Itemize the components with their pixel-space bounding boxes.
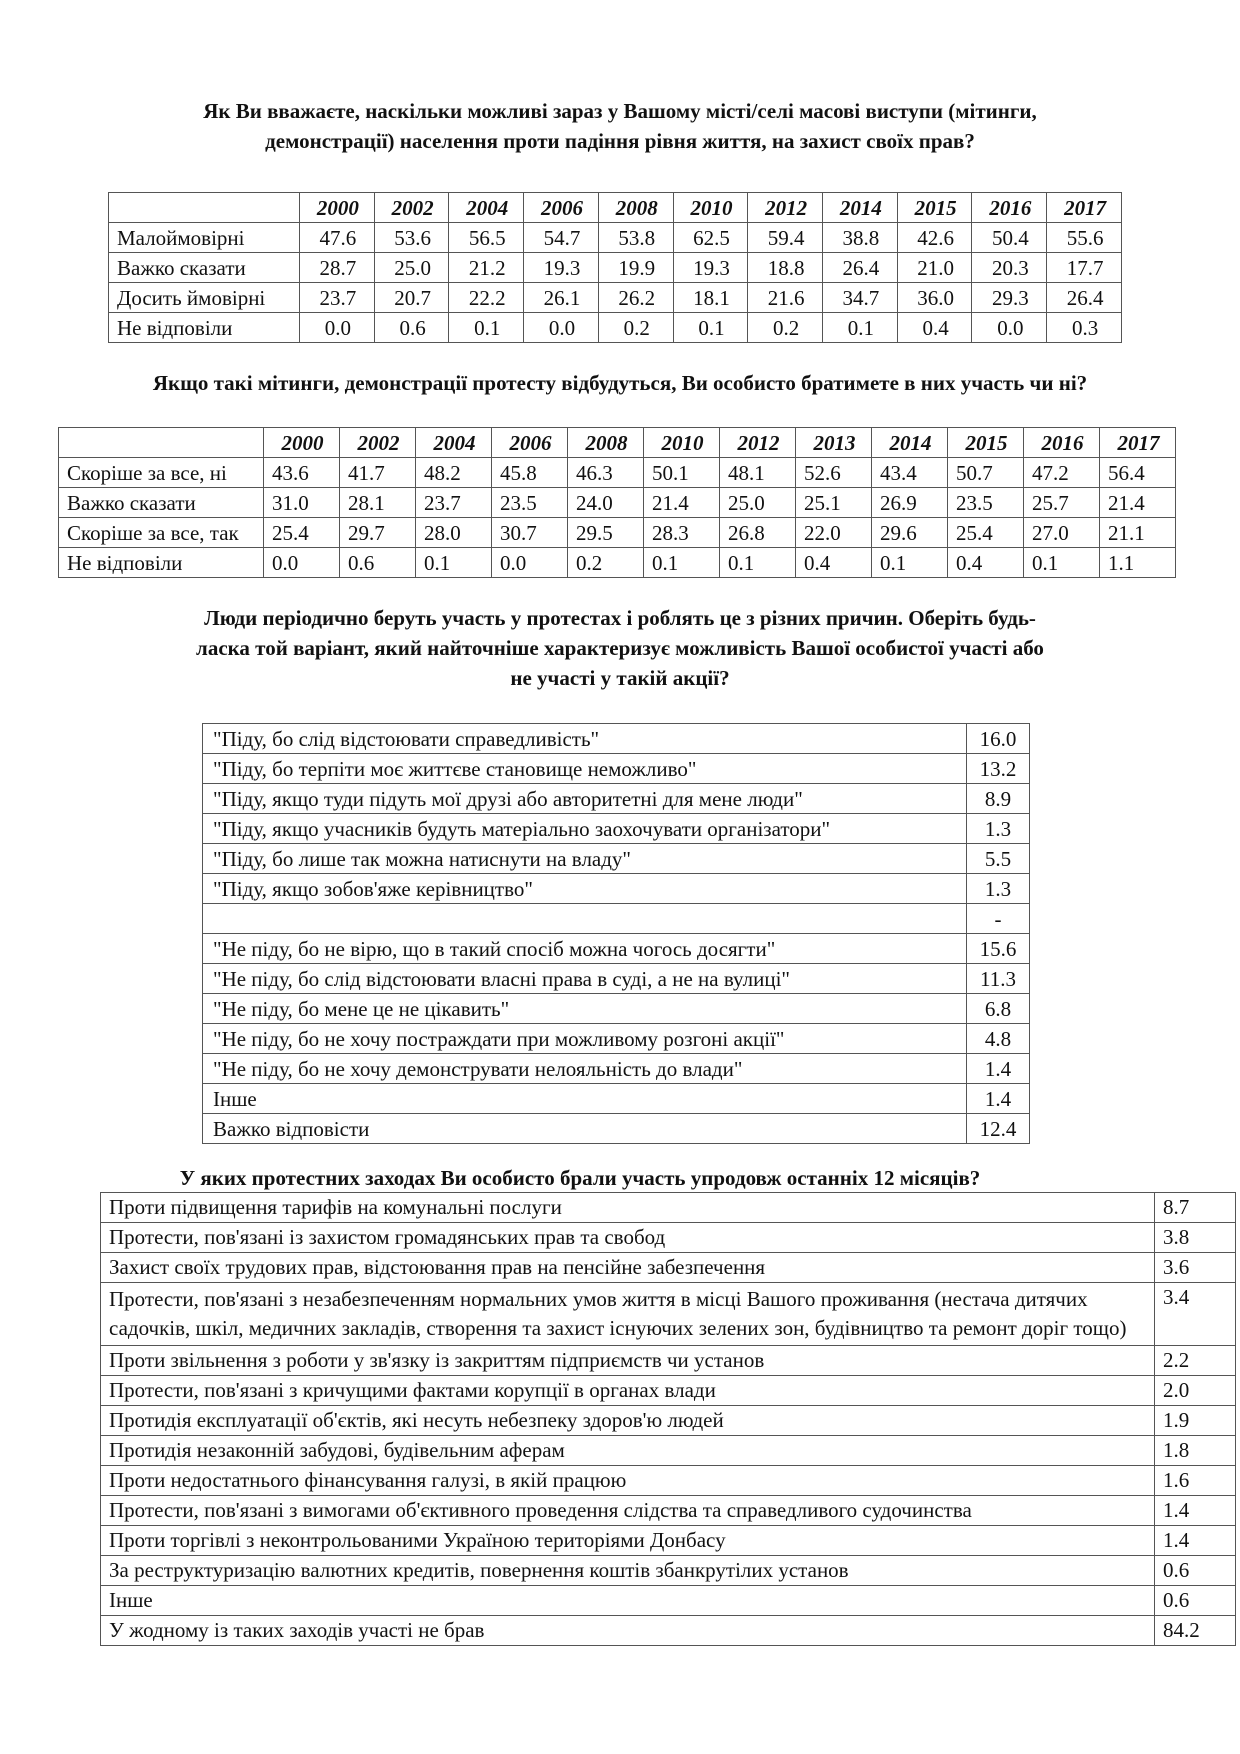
value-cell: 0.6 xyxy=(1155,1556,1236,1586)
value-cell: 1.6 xyxy=(1155,1466,1236,1496)
value-cell: 25.4 xyxy=(264,518,340,548)
year-header: 2012 xyxy=(748,193,823,223)
year-header: 2006 xyxy=(492,428,568,458)
row-label: Не відповіли xyxy=(59,548,264,578)
value-cell: 8.9 xyxy=(967,784,1030,814)
value-cell: 1.9 xyxy=(1155,1406,1236,1436)
value-cell: 1.4 xyxy=(967,1084,1030,1114)
value-cell: 45.8 xyxy=(492,458,568,488)
value-cell: 84.2 xyxy=(1155,1616,1236,1646)
table-row xyxy=(203,1114,1030,1144)
row-label: Інше xyxy=(203,1084,967,1114)
table-row xyxy=(203,724,1030,754)
value-cell: 1.3 xyxy=(967,874,1030,904)
value-cell: 21.1 xyxy=(1100,518,1176,548)
table-header-row xyxy=(59,428,1176,458)
value-cell: 0.2 xyxy=(748,313,823,343)
personal-participation-table xyxy=(58,427,1176,578)
year-header: 2008 xyxy=(568,428,644,458)
value-cell: 20.7 xyxy=(374,283,449,313)
value-cell: 46.3 xyxy=(568,458,644,488)
value-cell: 3.6 xyxy=(1155,1253,1236,1283)
year-header: 2010 xyxy=(673,193,748,223)
value-cell: 55.6 xyxy=(1047,223,1122,253)
value-cell: 24.0 xyxy=(568,488,644,518)
table-row xyxy=(203,1054,1030,1084)
table-row xyxy=(203,964,1030,994)
row-label: "Не піду, бо не вірю, що в такий спосіб можна чогось досягти" xyxy=(203,934,967,964)
value-cell: 0.6 xyxy=(1155,1586,1236,1616)
table-row xyxy=(203,874,1030,904)
value-cell: 26.1 xyxy=(524,283,599,313)
table-row xyxy=(101,1223,1236,1253)
value-cell: 25.0 xyxy=(374,253,449,283)
row-label: Протести, пов'язані із захистом громадянських прав та свобод xyxy=(101,1223,1155,1253)
past-protests-table xyxy=(100,1192,1236,1646)
header-empty-cell xyxy=(59,428,264,458)
table-row xyxy=(101,1526,1236,1556)
table-row xyxy=(203,814,1030,844)
value-cell: 0.0 xyxy=(264,548,340,578)
value-cell: 31.0 xyxy=(264,488,340,518)
year-header: 2017 xyxy=(1100,428,1176,458)
year-header: 2013 xyxy=(796,428,872,458)
row-label: "Піду, якщо учасників будуть матеріально заохочувати організатори" xyxy=(203,814,967,844)
value-cell: 48.2 xyxy=(416,458,492,488)
value-cell: 50.1 xyxy=(644,458,720,488)
value-cell: 0.6 xyxy=(374,313,449,343)
value-cell: 21.4 xyxy=(1100,488,1176,518)
year-header: 2014 xyxy=(872,428,948,458)
value-cell: 28.1 xyxy=(340,488,416,518)
value-cell: 0.0 xyxy=(972,313,1047,343)
table-row xyxy=(101,1436,1236,1466)
row-label: "Не піду, бо не хочу демонструвати нелояльність до влади" xyxy=(203,1054,967,1084)
value-cell: 43.6 xyxy=(264,458,340,488)
value-cell: 0.6 xyxy=(340,548,416,578)
value-cell: 53.8 xyxy=(598,223,673,253)
table-row xyxy=(59,458,1176,488)
row-label: Протести, пов'язані з кричущими фактами корупції в органах влади xyxy=(101,1376,1155,1406)
value-cell: 0.2 xyxy=(598,313,673,343)
row-label: Проти торгівлі з неконтрольованими Україною територіями Донбасу xyxy=(101,1526,1155,1556)
table-row xyxy=(203,844,1030,874)
value-cell: 19.3 xyxy=(524,253,599,283)
value-cell: 1.4 xyxy=(967,1054,1030,1084)
year-header: 2014 xyxy=(823,193,898,223)
row-label: Проти звільнення з роботи у зв'язку із закриттям підприємств чи установ xyxy=(101,1346,1155,1376)
value-cell: 25.1 xyxy=(796,488,872,518)
value-cell: 0.0 xyxy=(300,313,375,343)
value-cell: 2.0 xyxy=(1155,1376,1236,1406)
value-cell: 26.9 xyxy=(872,488,948,518)
value-cell: 29.3 xyxy=(972,283,1047,313)
value-cell: 1.3 xyxy=(967,814,1030,844)
value-cell: 47.2 xyxy=(1024,458,1100,488)
value-cell: 23.7 xyxy=(300,283,375,313)
row-label: Скоріше за все, так xyxy=(59,518,264,548)
value-cell: 4.8 xyxy=(967,1024,1030,1054)
row-label: Не відповіли xyxy=(109,313,300,343)
value-cell: 18.1 xyxy=(673,283,748,313)
year-header: 2016 xyxy=(972,193,1047,223)
table-row xyxy=(101,1466,1236,1496)
value-cell: 28.7 xyxy=(300,253,375,283)
value-cell: 42.6 xyxy=(897,223,972,253)
value-cell: 0.1 xyxy=(720,548,796,578)
row-label: "Не піду, бо слід відстоювати власні права в суді, а не на вулиці" xyxy=(203,964,967,994)
year-header: 2000 xyxy=(264,428,340,458)
row-label: Проти недостатнього фінансування галузі, в якій працюю xyxy=(101,1466,1155,1496)
value-cell: 26.4 xyxy=(1047,283,1122,313)
value-cell: 0.4 xyxy=(948,548,1024,578)
row-label: У жодному із таких заходів участі не брав xyxy=(101,1616,1155,1646)
value-cell: 25.4 xyxy=(948,518,1024,548)
value-cell: 21.2 xyxy=(449,253,524,283)
table-row xyxy=(101,1253,1236,1283)
value-cell: 0.1 xyxy=(1024,548,1100,578)
year-header: 2002 xyxy=(374,193,449,223)
section1-title xyxy=(0,96,1240,156)
table-row xyxy=(203,934,1030,964)
table-row xyxy=(101,1283,1236,1346)
value-cell: 25.0 xyxy=(720,488,796,518)
row-label: Протидія експлуатації об'єктів, які несуть небезпеку здоров'ю людей xyxy=(101,1406,1155,1436)
section3-title-line1: Люди періодично беруть участь у протестах і роблять це з різних причин. Оберіть будь- xyxy=(204,606,1036,630)
value-cell: 41.7 xyxy=(340,458,416,488)
value-cell: 21.6 xyxy=(748,283,823,313)
value-cell: 1.4 xyxy=(1155,1526,1236,1556)
table-row xyxy=(101,1556,1236,1586)
value-cell: 47.6 xyxy=(300,223,375,253)
section3-title xyxy=(0,603,1240,693)
year-header: 2012 xyxy=(720,428,796,458)
value-cell: 22.0 xyxy=(796,518,872,548)
value-cell: 12.4 xyxy=(967,1114,1030,1144)
year-header: 2004 xyxy=(416,428,492,458)
value-cell: 43.4 xyxy=(872,458,948,488)
value-cell: 0.1 xyxy=(449,313,524,343)
value-cell: 21.0 xyxy=(897,253,972,283)
row-label: Скоріше за все, ні xyxy=(59,458,264,488)
value-cell: 0.1 xyxy=(644,548,720,578)
value-cell: 62.5 xyxy=(673,223,748,253)
table-row xyxy=(109,313,1122,343)
section1-title-line2: демонстрації) населення проти падіння рівня життя, на захист своїх прав? xyxy=(265,129,975,153)
value-cell: 1.1 xyxy=(1100,548,1176,578)
value-cell: 23.7 xyxy=(416,488,492,518)
value-cell: 0.0 xyxy=(524,313,599,343)
row-label: "Не піду, бо не хочу постраждати при можливому розгоні акції" xyxy=(203,1024,967,1054)
value-cell: 0.3 xyxy=(1047,313,1122,343)
value-cell: 52.6 xyxy=(796,458,872,488)
row-label xyxy=(203,904,967,934)
value-cell: 22.2 xyxy=(449,283,524,313)
section4-title: У яких протестних заходах Ви особисто брали участь упродовж останніх 12 місяців? xyxy=(179,1166,981,1190)
row-label: Важко відповісти xyxy=(203,1114,967,1144)
table-row xyxy=(101,1376,1236,1406)
value-cell: 34.7 xyxy=(823,283,898,313)
row-label: Важко сказати xyxy=(59,488,264,518)
value-cell: 21.4 xyxy=(644,488,720,518)
table-row xyxy=(101,1346,1236,1376)
value-cell: 38.8 xyxy=(823,223,898,253)
value-cell: 48.1 xyxy=(720,458,796,488)
value-cell: 17.7 xyxy=(1047,253,1122,283)
row-label: "Піду, бо лише так можна натиснути на владу" xyxy=(203,844,967,874)
section3-title-line3: не участі у такій акції? xyxy=(510,666,730,690)
value-cell: 27.0 xyxy=(1024,518,1100,548)
row-label: "Піду, бо слід відстоювати справедливість" xyxy=(203,724,967,754)
value-cell: 0.1 xyxy=(673,313,748,343)
year-header: 2002 xyxy=(340,428,416,458)
value-cell: 28.3 xyxy=(644,518,720,548)
row-label: Інше xyxy=(101,1586,1155,1616)
table-row xyxy=(101,1193,1236,1223)
row-label: "Не піду, бо мене це не цікавить" xyxy=(203,994,967,1024)
value-cell: 56.4 xyxy=(1100,458,1176,488)
value-cell: 28.0 xyxy=(416,518,492,548)
value-cell: 26.8 xyxy=(720,518,796,548)
row-label: Протести, пов'язані з вимогами об'єктивного проведення слідства та справедливого судочинства xyxy=(101,1496,1155,1526)
value-cell: 15.6 xyxy=(967,934,1030,964)
value-cell: 19.3 xyxy=(673,253,748,283)
value-cell: 19.9 xyxy=(598,253,673,283)
value-cell: 59.4 xyxy=(748,223,823,253)
table-row xyxy=(203,754,1030,784)
year-header: 2016 xyxy=(1024,428,1100,458)
value-cell: 6.8 xyxy=(967,994,1030,1024)
value-cell: - xyxy=(967,904,1030,934)
table-row xyxy=(203,1084,1030,1114)
year-header: 2000 xyxy=(300,193,375,223)
table-row xyxy=(59,518,1176,548)
value-cell: 0.2 xyxy=(568,548,644,578)
value-cell: 23.5 xyxy=(948,488,1024,518)
table-row xyxy=(59,488,1176,518)
table-row xyxy=(203,904,1030,934)
protest-likelihood-table xyxy=(108,192,1122,343)
value-cell: 0.4 xyxy=(796,548,872,578)
value-cell: 0.1 xyxy=(416,548,492,578)
year-header: 2004 xyxy=(449,193,524,223)
value-cell: 3.4 xyxy=(1155,1283,1236,1346)
value-cell: 1.8 xyxy=(1155,1436,1236,1466)
value-cell: 54.7 xyxy=(524,223,599,253)
value-cell: 56.5 xyxy=(449,223,524,253)
year-header: 2010 xyxy=(644,428,720,458)
section1-title-line1: Як Ви вважаєте, наскільки можливі зараз у Вашому місті/селі масові виступи (мітинги, xyxy=(203,99,1037,123)
participation-reasons-table xyxy=(202,723,1030,1144)
value-cell: 29.6 xyxy=(872,518,948,548)
value-cell: 53.6 xyxy=(374,223,449,253)
value-cell: 16.0 xyxy=(967,724,1030,754)
row-label: Протести, пов'язані з незабезпеченням нормальних умов життя в місці Вашого проживання (нестача дитячих садочків, шкіл, медичних закладів, створення та захист існуючих зелених зон, будівництво та ремонт доріг тощо) xyxy=(101,1283,1155,1346)
table-row xyxy=(203,784,1030,814)
table-row xyxy=(203,1024,1030,1054)
table-header-row xyxy=(109,193,1122,223)
value-cell: 1.4 xyxy=(1155,1496,1236,1526)
row-label: "Піду, якщо туди підуть мої друзі або авторитетні для мене люди" xyxy=(203,784,967,814)
value-cell: 0.1 xyxy=(872,548,948,578)
year-header: 2017 xyxy=(1047,193,1122,223)
row-label: Важко сказати xyxy=(109,253,300,283)
value-cell: 30.7 xyxy=(492,518,568,548)
value-cell: 5.5 xyxy=(967,844,1030,874)
header-empty-cell xyxy=(109,193,300,223)
value-cell: 50.4 xyxy=(972,223,1047,253)
value-cell: 26.4 xyxy=(823,253,898,283)
table-row xyxy=(101,1586,1236,1616)
value-cell: 13.2 xyxy=(967,754,1030,784)
year-header: 2015 xyxy=(897,193,972,223)
value-cell: 50.7 xyxy=(948,458,1024,488)
row-label: Захист своїх трудових прав, відстоювання прав на пенсійне забезпечення xyxy=(101,1253,1155,1283)
value-cell: 0.0 xyxy=(492,548,568,578)
table-row xyxy=(109,283,1122,313)
value-cell: 26.2 xyxy=(598,283,673,313)
value-cell: 36.0 xyxy=(897,283,972,313)
value-cell: 2.2 xyxy=(1155,1346,1236,1376)
section2-title: Якщо такі мітинги, демонстрації протесту відбудуться, Ви особисто братимете в них участь чи ні? xyxy=(152,371,1088,395)
table-row xyxy=(101,1496,1236,1526)
value-cell: 11.3 xyxy=(967,964,1030,994)
value-cell: 29.7 xyxy=(340,518,416,548)
value-cell: 29.5 xyxy=(568,518,644,548)
table-row xyxy=(203,994,1030,1024)
value-cell: 18.8 xyxy=(748,253,823,283)
value-cell: 8.7 xyxy=(1155,1193,1236,1223)
section3-title-line2: ласка той варіант, який найточніше характеризує можливість Вашої особистої участі або xyxy=(196,636,1044,660)
value-cell: 3.8 xyxy=(1155,1223,1236,1253)
row-label: Протидія незаконній забудові, будівельним аферам xyxy=(101,1436,1155,1466)
row-label: Проти підвищення тарифів на комунальні послуги xyxy=(101,1193,1155,1223)
value-cell: 20.3 xyxy=(972,253,1047,283)
value-cell: 0.1 xyxy=(823,313,898,343)
row-label: "Піду, бо терпіти моє життєве становище неможливо" xyxy=(203,754,967,784)
year-header: 2006 xyxy=(524,193,599,223)
row-label: За реструктуризацію валютних кредитів, повернення коштів збанкрутілих установ xyxy=(101,1556,1155,1586)
value-cell: 25.7 xyxy=(1024,488,1100,518)
table-row xyxy=(109,223,1122,253)
table-row xyxy=(109,253,1122,283)
table-row xyxy=(101,1616,1236,1646)
table-row xyxy=(101,1406,1236,1436)
table-row xyxy=(59,548,1176,578)
value-cell: 23.5 xyxy=(492,488,568,518)
year-header: 2015 xyxy=(948,428,1024,458)
row-label: "Піду, якщо зобов'яже керівництво" xyxy=(203,874,967,904)
row-label: Малоймовірні xyxy=(109,223,300,253)
year-header: 2008 xyxy=(598,193,673,223)
row-label: Досить ймовірні xyxy=(109,283,300,313)
value-cell: 0.4 xyxy=(897,313,972,343)
